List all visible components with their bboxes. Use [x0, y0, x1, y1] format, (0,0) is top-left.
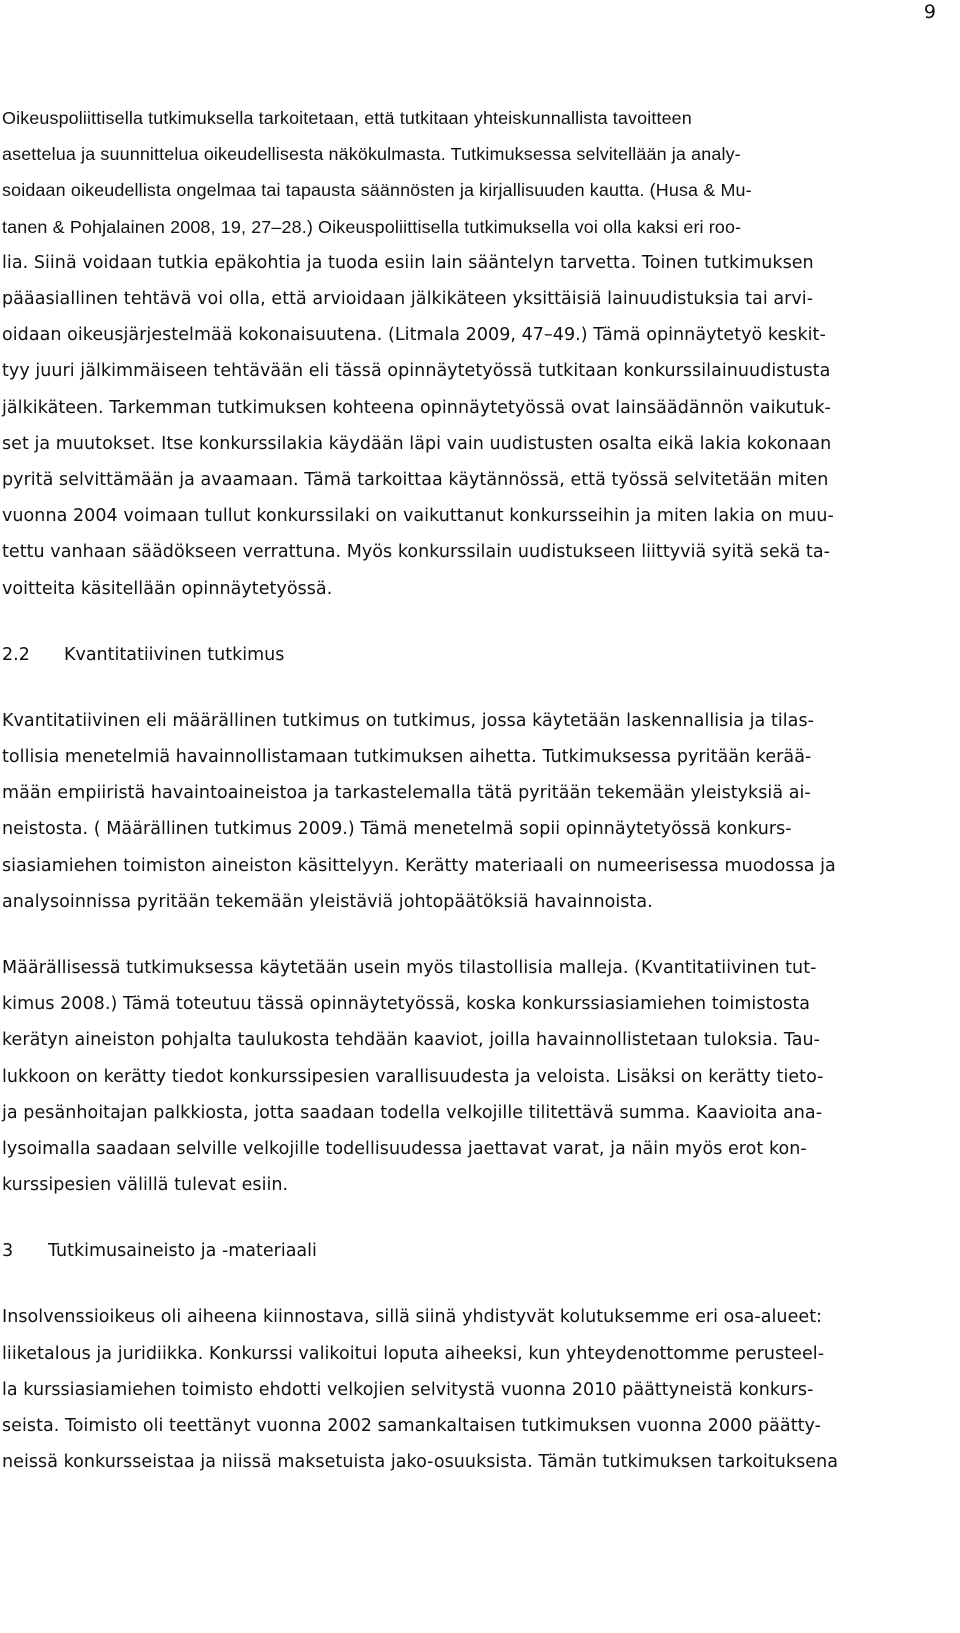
paragraph-kvantitatiivinen: [2, 703, 922, 920]
text-line: neistosta. ( Määrällinen tutkimus 2009.) Tämä menetelmä sopii opinnäytetyössä konkurs-: [2, 819, 792, 840]
text-line: asettelua ja suunnittelua oikeudellisesta näkökulmasta. Tutkimuksessa selvitellään ja analy-: [2, 144, 741, 165]
text-line: kurssipesien välillä tulevat esiin.: [2, 1175, 289, 1196]
text-line: tyy juuri jälkimmäiseen tehtävään eli tässä opinnäytetyössä tutkitaan konkurssilainuudistusta: [2, 361, 831, 382]
text-line: la kurssiasiamiehen toimisto ehdotti velkojien selvitystä vuonna 2010 päättyneistä konkurs-: [2, 1379, 814, 1400]
section-heading-3: [2, 1233, 922, 1269]
document-body: [2, 100, 922, 1481]
text-line: Määrällisessä tutkimuksessa käytetään usein myös tilastollisia malleja. (Kvantitatiivinen tut-: [2, 958, 817, 979]
text-line: soidaan oikeudellista ongelmaa tai tapausta säännösten ja kirjallisuuden kautta. (Husa & Mu-: [2, 180, 752, 201]
text-line: kerätyn aineiston pohjalta taulukosta tehdään kaaviot, joilla havainnollistetaan tuloksia. Tau-: [2, 1030, 820, 1051]
text-line: tollisia menetelmiä havainnollistamaan tutkimuksen aihetta. Tutkimuksessa pyritään kerää-: [2, 747, 812, 768]
section-number: 3: [2, 1241, 14, 1262]
text-line: oidaan oikeusjärjestelmää kokonaisuutena. (Litmala 2009, 47–49.) Tämä opinnäytetyö keskit-: [2, 325, 826, 346]
paragraph-oikeuspoliittinen-intro: [2, 100, 922, 245]
text-line: siasiamiehen toimiston aineiston käsittelyyn. Kerätty materiaali on numeerisessa muodossa ja: [2, 855, 836, 876]
text-line: tanen & Pohjalainen 2008, 19, 27–28.) Oikeuspoliittisella tutkimuksella voi olla kaksi eri roo-: [2, 216, 742, 237]
text-line: pääasiallinen tehtävä voi olla, että arvioidaan jälkikäteen yksittäisiä lainuudistuksia tai arvi-: [2, 289, 814, 310]
paragraph-insolvenssioikeus: [2, 1299, 922, 1480]
paragraph-tilastolliset-mallit: [2, 950, 922, 1203]
text-line: Insolvenssioikeus oli aiheena kiinnostava, sillä siinä yhdistyvät kolutuksemme eri osa-alueet:: [2, 1307, 823, 1328]
text-line: set ja muutokset. Itse konkurssilakia käydään läpi vain uudistusten osalta eikä lakia kokonaan: [2, 433, 832, 454]
text-line: seista. Toimisto oli teettänyt vuonna 2002 samankaltaisen tutkimuksen vuonna 2000 päätty-: [2, 1416, 821, 1437]
text-line: pyritä selvittämään ja avaamaan. Tämä tarkoittaa käytännössä, että työssä selvitetään miten: [2, 470, 829, 491]
text-line: analysoinnissa pyritään tekemään yleistäviä johtopäätöksiä havainnoista.: [2, 891, 653, 912]
text-line: lysoimalla saadaan selville velkojille todellisuudessa jaettavat varat, ja näin myös erot kon-: [2, 1139, 807, 1160]
text-line: Oikeuspoliittisella tutkimuksella tarkoitetaan, että tutkitaan yhteiskunnallista tavoitteen: [2, 108, 692, 128]
text-line: neissä konkursseistaa ja niissä maksetuista jako-osuuksista. Tämän tutkimuksen tarkoituksena: [2, 1452, 839, 1473]
text-line: lia. Siinä voidaan tutkia epäkohtia ja tuoda esiin lain sääntelyn tarvetta. Toinen tutkimuksen: [2, 252, 814, 273]
text-line: kimus 2008.) Tämä toteutuu tässä opinnäytetyössä, koska konkurssiasiamiehen toimistosta: [2, 994, 811, 1015]
text-line: jälkikäteen. Tarkemman tutkimuksen kohteena opinnäytetyössä ovat lainsäädännön vaikutuk-: [2, 397, 831, 418]
page-number: 9: [923, 1, 936, 23]
text-line: Kvantitatiivinen eli määrällinen tutkimus on tutkimus, jossa käytetään laskennallisia ja tilas-: [2, 710, 814, 731]
text-line: vuonna 2004 voimaan tullut konkurssilaki on vaikuttanut konkursseihin ja miten lakia on muu-: [2, 506, 834, 527]
paragraph-oikeuspoliittinen-continued: [2, 245, 922, 607]
section-heading-2-2: [2, 637, 922, 673]
text-line: lukkoon on kerätty tiedot konkurssipesien varallisuudesta ja veloista. Lisäksi on kerätty tieto-: [2, 1066, 824, 1087]
text-line: mään empiiristä havaintoaineistoa ja tarkastelemalla tätä pyritään tekemään yleistyksiä ai-: [2, 783, 811, 804]
text-line: voitteita käsitellään opinnäytetyössä.: [2, 578, 333, 599]
section-number: 2.2: [2, 644, 30, 665]
section-title: Tutkimusaineisto ja -materiaali: [48, 1241, 317, 1262]
text-line: liiketalous ja juridiikka. Konkurssi valikoitui loputa aiheeksi, kun yhteydenottomme perusteel-: [2, 1343, 825, 1364]
text-line: ja pesänhoitajan palkkiosta, jotta saadaan todella velkojille tilitettävä summa. Kaavioita ana-: [2, 1102, 823, 1123]
text-line: tettu vanhaan säädökseen verrattuna. Myös konkurssilain uudistukseen liittyviä syitä sekä ta-: [2, 542, 830, 563]
section-title: Kvantitatiivinen tutkimus: [64, 644, 285, 665]
